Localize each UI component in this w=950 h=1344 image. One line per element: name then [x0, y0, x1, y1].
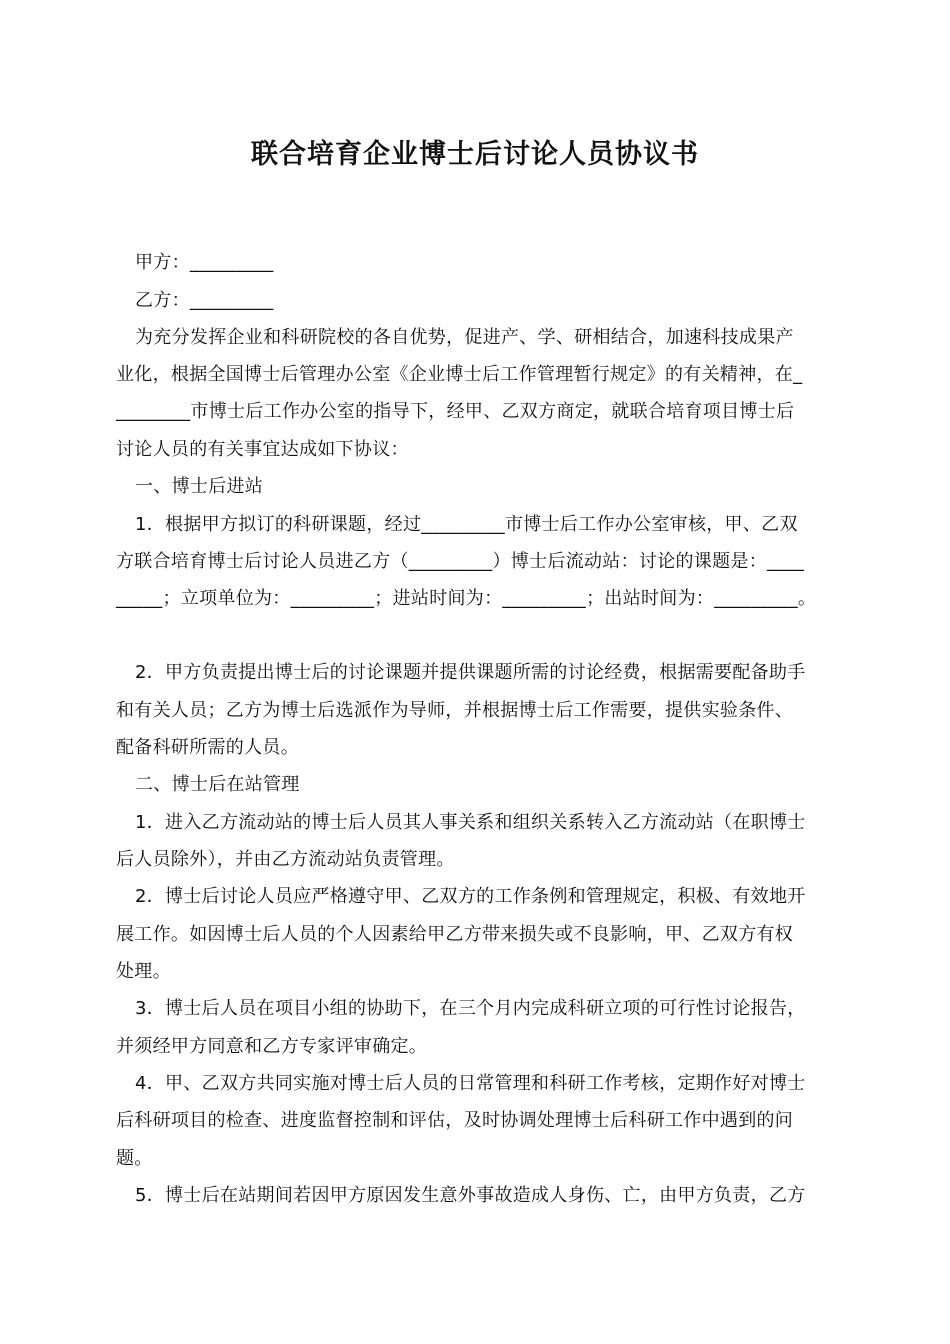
party-a-line: 甲方：_________: [135, 252, 274, 273]
paragraph-line: 处理。: [116, 961, 171, 982]
paragraph-line: 3．博士后人员在项目小组的协助下，在三个月内完成科研立项的可行性讨论报告，: [135, 998, 806, 1019]
paragraph-line: 2．博士后讨论人员应严格遵守甲、乙双方的工作条例和管理规定，积极、有效地开: [135, 886, 806, 907]
paragraph-line: 和有关人员；乙方为博士后选派作为导师，并根据博士后工作需要，提供实验条件、: [116, 700, 794, 721]
paragraph-line: 2．甲方负责提出博士后的讨论课题并提供课题所需的讨论经费，根据需要配备助手: [135, 662, 806, 683]
paragraph-line: ________市博士后工作办公室的指导下，经甲、乙双方商定，就联合培育项目博士后: [116, 401, 795, 422]
paragraph-line: 5．博士后在站期间若因甲方原因发生意外事故造成人身伤、亡，由甲方负责，乙方: [135, 1185, 806, 1206]
section-heading: 二、博士后在站管理: [135, 774, 300, 795]
paragraph-line: 题。: [116, 1148, 153, 1169]
paragraph-line: _____；立项单位为：_________；进站时间为：_________；出站时间为：_________。: [116, 588, 817, 609]
paragraph-line: 业化，根据全国博士后管理办公室《企业博士后工作管理暂行规定》的有关精神，在_: [116, 364, 803, 385]
section-heading: 一、博士后进站: [135, 476, 264, 497]
paragraph-line: 4．甲、乙双方共同实施对博士后人员的日常管理和科研工作考核，定期作好对博士: [135, 1073, 806, 1094]
paragraph-line: 配备科研所需的人员。: [116, 737, 299, 758]
paragraph-line: 并须经甲方同意和乙方专家评审确定。: [116, 1036, 428, 1057]
paragraph-line: 1．进入乙方流动站的博士后人员其人事关系和组织关系转入乙方流动站（在职博士: [135, 812, 806, 833]
paragraph-line: 为充分发挥企业和科研院校的各自优势，促进产、学、研相结合，加速科技成果产: [135, 327, 794, 348]
paragraph-line: 1．根据甲方拟订的科研课题，经过_________市博士后工作办公室审核，甲、乙双: [135, 514, 798, 535]
paragraph-line: 后科研项目的检查、进度监督控制和评估，及时协调处理博士后科研工作中遇到的问: [116, 1110, 794, 1131]
document-title: 联合培育企业博士后讨论人员协议书: [251, 139, 699, 170]
paragraph-line: 方联合培育博士后讨论人员进乙方（_________）博士后流动站：讨论的课题是：____: [116, 551, 805, 572]
paragraph-line: 后人员除外），并由乙方流动站负责管理。: [116, 849, 455, 870]
paragraph-line: 讨论人员的有关事宜达成如下协议：: [116, 439, 409, 460]
party-b-line: 乙方：_________: [135, 290, 274, 311]
paragraph-line: 展工作。如因博士后人员的个人因素给甲乙方带来损失或不良影响，甲、乙双方有权: [116, 924, 794, 945]
